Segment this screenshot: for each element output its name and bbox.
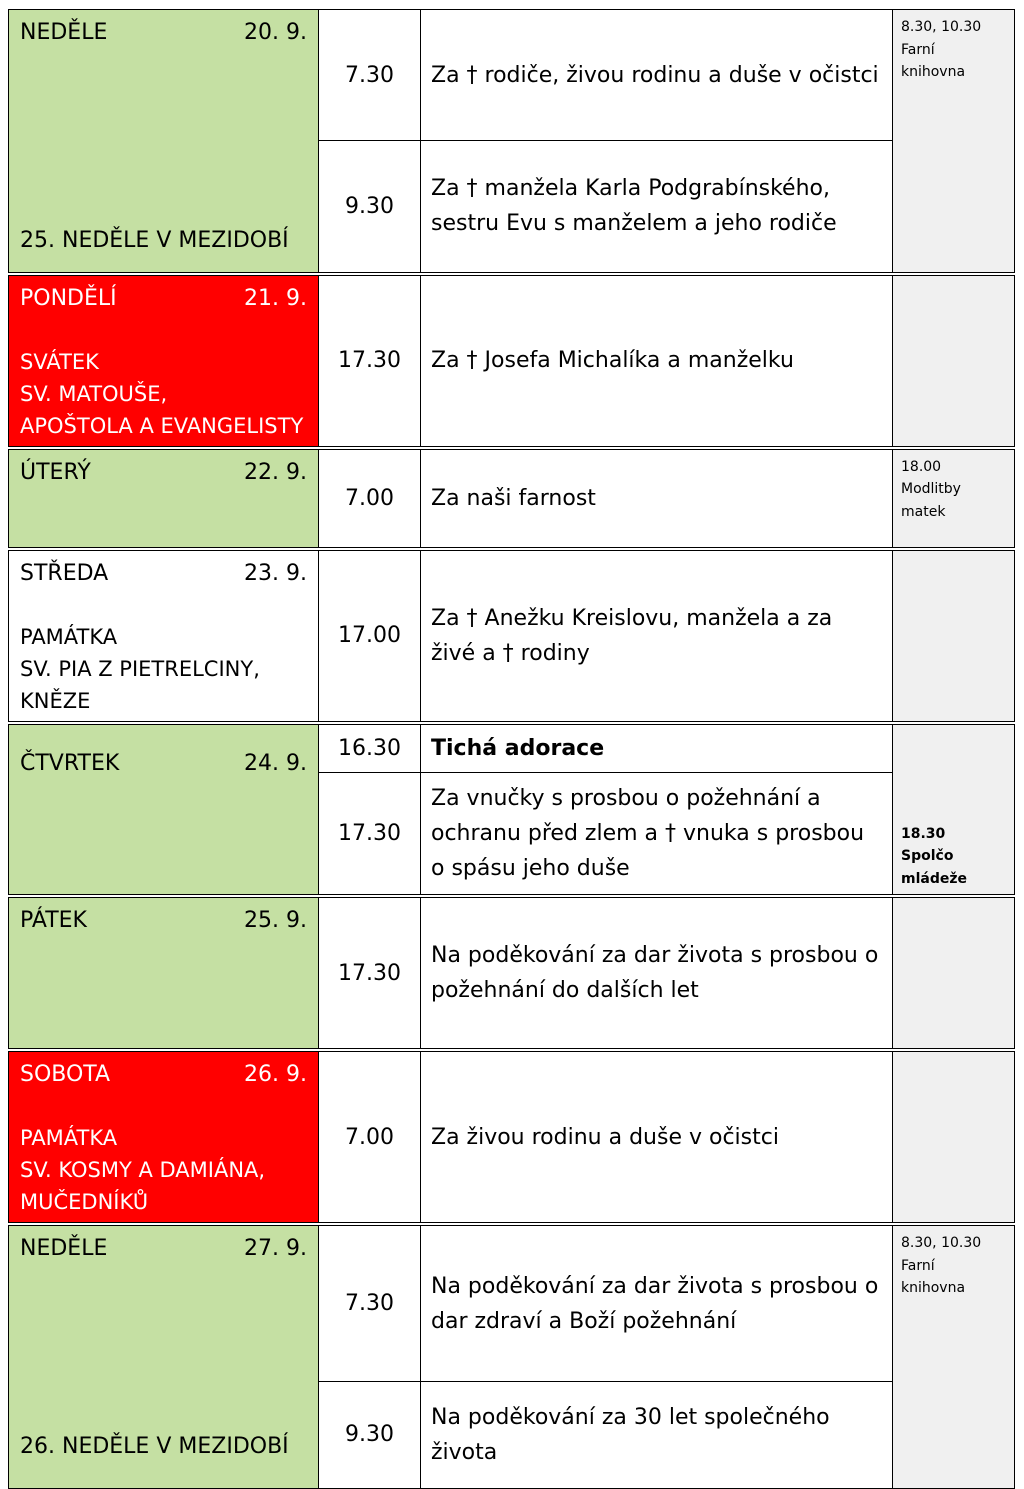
day-cell xyxy=(9,1226,319,1489)
event-note xyxy=(893,275,1015,446)
event-note: 18.00 Modlitby matek xyxy=(893,449,1015,547)
schedule-row xyxy=(9,10,1015,141)
mass-intention: Za † rodiče, živou rodinu a duše v očistci xyxy=(421,10,893,141)
day-date: 26. 9. xyxy=(244,1062,307,1087)
day-box xyxy=(9,10,318,272)
day-cell xyxy=(9,1052,319,1223)
day-name: PÁTEK xyxy=(20,908,87,933)
day-cell xyxy=(9,898,319,1049)
mass-intention: Tichá adorace xyxy=(421,724,893,773)
feast-title: PAMÁTKA SV. PIA Z PIETRELCINY, KNĚZE xyxy=(20,624,260,713)
event-note xyxy=(893,1052,1015,1223)
day-date: 20. 9. xyxy=(244,20,307,45)
mass-time: 7.00 xyxy=(319,1052,421,1223)
schedule-row xyxy=(9,550,1015,721)
schedule-row xyxy=(9,1226,1015,1382)
event-note: 8.30, 10.30 Farní knihovna xyxy=(893,10,1015,273)
mass-time: 7.30 xyxy=(319,10,421,141)
mass-time: 7.00 xyxy=(319,449,421,547)
day-name: ČTVRTEK xyxy=(20,750,120,776)
mass-intention: Na poděkování za 30 let společného života xyxy=(421,1382,893,1488)
sunday-title: 26. NEDĚLE V MEZIDOBÍ xyxy=(20,1434,289,1459)
mass-time: 7.30 xyxy=(319,1226,421,1382)
day-box xyxy=(9,1052,318,1222)
mass-intention: Za † manžela Karla Podgrabínského, sestru Evu s manželem a jeho rodiče xyxy=(421,141,893,272)
mass-intention: Na poděkování za dar života s prosbou o požehnání do dalších let xyxy=(421,898,893,1049)
day-date: 21. 9. xyxy=(244,285,307,311)
event-note xyxy=(893,898,1015,1049)
day-date: 24. 9. xyxy=(244,750,307,776)
day-date: 23. 9. xyxy=(244,560,307,586)
day-box xyxy=(9,1226,318,1488)
mass-schedule-table xyxy=(8,9,1015,1489)
schedule-row xyxy=(9,449,1015,547)
day-date: 27. 9. xyxy=(244,1236,307,1261)
mass-intention: Za naši farnost xyxy=(421,449,893,547)
day-box xyxy=(9,551,318,721)
schedule-row xyxy=(9,724,1015,773)
day-cell xyxy=(9,275,319,446)
schedule-row xyxy=(9,275,1015,446)
day-box xyxy=(9,450,318,547)
mass-time: 17.30 xyxy=(319,275,421,446)
mass-time: 16.30 xyxy=(319,724,421,773)
feast-title: SVÁTEK SV. MATOUŠE, APOŠTOLA A EVANGELISTY xyxy=(20,349,304,438)
schedule-row xyxy=(9,898,1015,1049)
day-box xyxy=(9,725,318,895)
day-cell xyxy=(9,724,319,895)
day-name: SOBOTA xyxy=(20,1062,111,1087)
mass-intention: Za vnučky s prosbou o požehnání a ochranu před zlem a † vnuka s prosbou o spásu jeho duše xyxy=(421,773,893,895)
day-cell xyxy=(9,449,319,547)
day-cell xyxy=(9,10,319,273)
schedule-row xyxy=(9,1052,1015,1223)
day-cell xyxy=(9,550,319,721)
day-date: 25. 9. xyxy=(244,908,307,933)
mass-intention: Za † Josefa Michalíka a manželku xyxy=(421,275,893,446)
event-note: 18.30 Spolčo mládeže xyxy=(893,724,1015,895)
mass-time: 17.30 xyxy=(319,898,421,1049)
day-name: STŘEDA xyxy=(20,560,109,586)
feast-title: PAMÁTKA SV. KOSMY A DAMIÁNA, MUČEDNÍKŮ xyxy=(20,1126,266,1214)
event-note: 8.30, 10.30 Farní knihovna xyxy=(893,1226,1015,1489)
mass-time: 9.30 xyxy=(319,141,421,272)
day-name: NEDĚLE xyxy=(20,1236,108,1261)
day-box xyxy=(9,276,318,446)
day-name: PONDĚLÍ xyxy=(20,285,117,311)
day-box xyxy=(9,898,318,1048)
mass-time: 17.30 xyxy=(319,773,421,895)
day-name: NEDĚLE xyxy=(20,20,108,45)
day-date: 22. 9. xyxy=(244,459,307,485)
event-note xyxy=(893,550,1015,721)
mass-intention: Za † Anežku Kreislovu, manžela a za živé a † rodiny xyxy=(421,550,893,721)
mass-intention: Za živou rodinu a duše v očistci xyxy=(421,1052,893,1223)
mass-time: 9.30 xyxy=(319,1382,421,1488)
mass-intention: Na poděkování za dar života s prosbou o dar zdraví a Boží požehnání xyxy=(421,1226,893,1382)
day-name: ÚTERÝ xyxy=(20,459,91,485)
sunday-title: 25. NEDĚLE V MEZIDOBÍ xyxy=(20,228,289,253)
mass-time: 17.00 xyxy=(319,550,421,721)
